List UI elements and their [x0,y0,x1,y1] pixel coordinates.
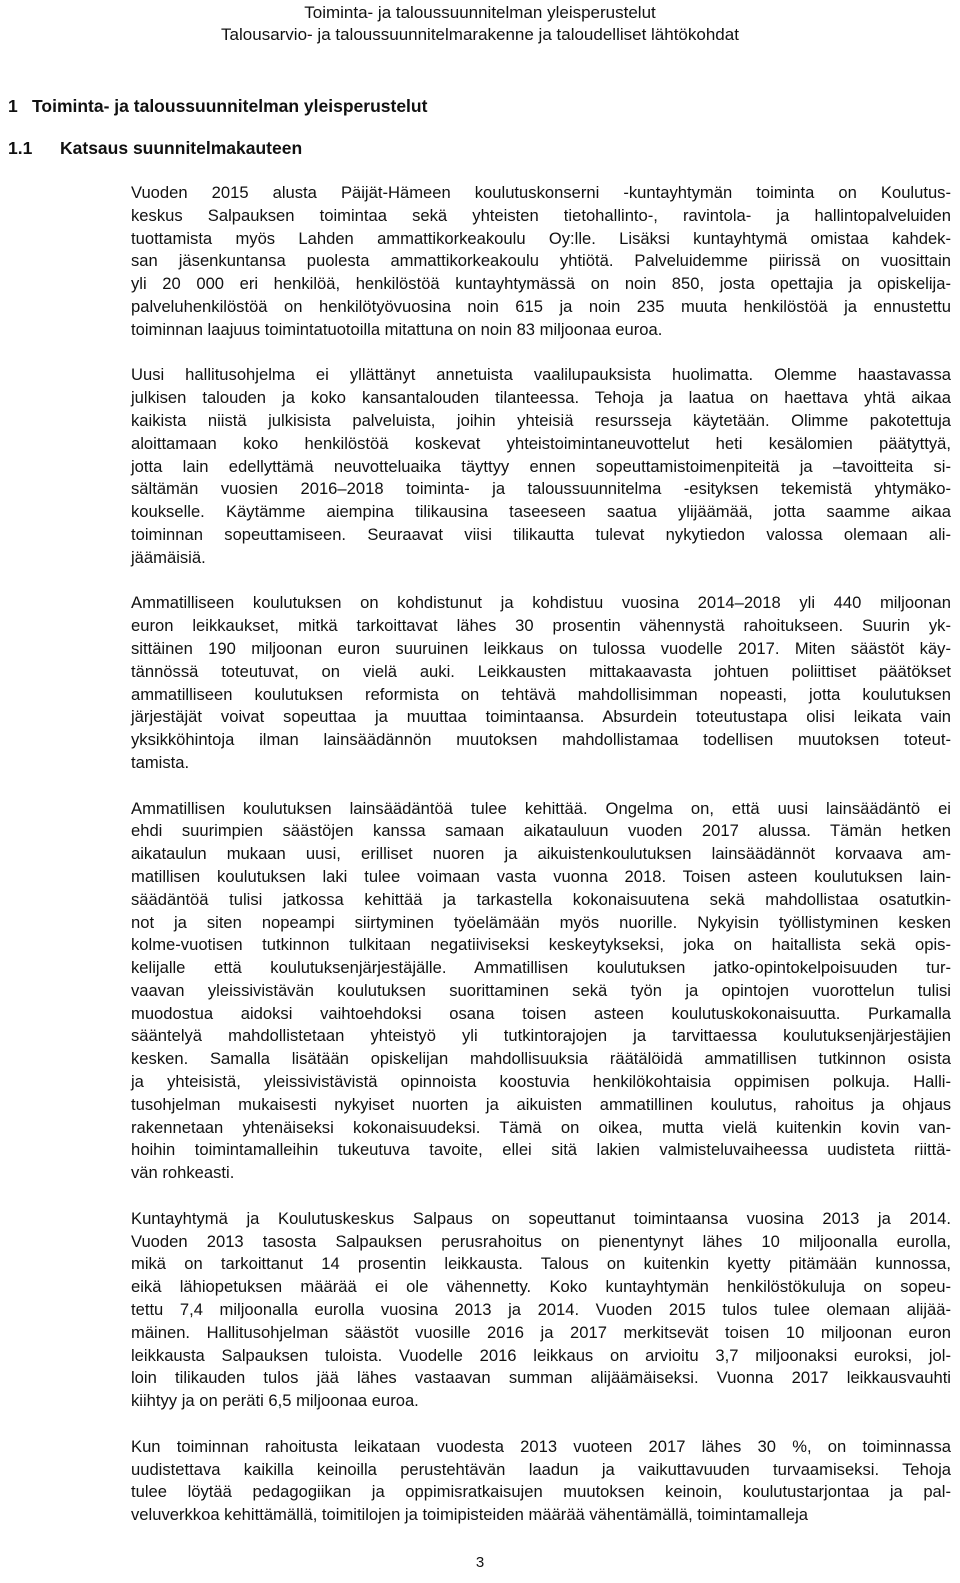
paragraph-line: vaavan yleissivistävän koulutuksen suorittaminen sekä työn ja opintojen vuorottelun tulisi [131,980,951,1000]
paragraph-line: kesken. Samalla lisätään opiskelijan mahdollisuuksia räätälöidä ammatillisen tutkinnon osista [131,1049,951,1069]
paragraph [131,182,951,342]
paragraph-line: loin tilikauden tulos jää lähes vastaavan summan alijäämäiseksi. Vuonna 2017 leikkausvauhti [131,1368,951,1388]
paragraph-line: mäinen. Hallitusohjelman säästöt vuosille 2016 ja 2017 merkitsevät toisen 10 miljoonan euron [131,1322,951,1342]
subsection-heading [8,137,302,159]
paragraph-line: julkisen talouden ja koko kansantalouden tilanteessa. Tehoja ja laatua on haettava yhtä aikaa [131,388,951,408]
paragraph-line: tulee löytää pedagogiikan ja oppimisratkaisujen muutoksen keinoin, koulutustarjontaa ja pal- [131,1482,951,1502]
paragraph-line: yli 20 000 eri henkilöä, henkilöstöä kuntayhtymässä on noin 850, josta opettajia ja opiskelija- [131,274,951,294]
running-header [0,2,960,46]
paragraph-line: kiihtyy ja on peräti 6,5 miljoonaa euroa. [131,1391,419,1411]
paragraph [131,364,951,569]
paragraph-line: keskus Salpauksen toimintaa sekä yhteisten tietohallinto-, ravintola- ja hallintopalveluiden [131,205,951,225]
paragraph-line: sääntelyä mahdollistetaan yhteistyö yli tutkintorajojen ja tarvittaessa koulutuksenjärjestäjien [131,1026,951,1046]
paragraph [131,798,951,1186]
body-text [131,182,951,1550]
subsection-number: 1.1 [8,138,33,158]
paragraph-line: vän rohkeasti. [131,1163,235,1183]
paragraph-line: tettu 7,4 miljoonalla eurolla vuosina 2013 ja 2014. Vuoden 2015 tulos tulee olemaan alijää- [131,1300,951,1320]
section-heading [8,95,427,117]
paragraph-line: mikä on tarkoittanut 14 prosentin leikkausta. Talous on kuitenkin kyetty pitämään kunnossa, [131,1254,951,1274]
paragraph [131,1436,951,1527]
paragraph-line: jäämäisiä. [131,547,206,567]
paragraph-line: leikkausta Salpauksen tuloista. Vuodelle 2016 leikkaus on arvioitu 3,7 miljoonaksi euroksi, jol- [131,1345,951,1365]
paragraph-line: tännössä toteutuvat, on vielä auki. Leikkausten mittakaavasta johtuen poliittiset päätökset [131,661,951,681]
paragraph-line: rakennetaan yhtenäiseksi kokonaisuudeksi. Tämä on oikea, mutta vielä kuitenkin kovin van- [131,1117,951,1137]
paragraph-line: palveluhenkilöstöä on henkilötyövuosina noin 615 ja noin 235 muuta henkilöstöä ja ennustettu [131,296,951,316]
paragraph-line: Ammatilliseen koulutuksen on kohdistunut ja kohdistuu vuosina 2014–2018 yli 440 miljoonan [131,593,951,613]
paragraph-line: koukselle. Käytämme aiempina tilikausina taseeseen saatua ylijäämää, jotta saamme aikaa [131,502,951,522]
paragraph-line: Kuntayhtymä ja Koulutuskeskus Salpaus on sopeuttanut toimintaansa vuosina 2013 ja 2014. [131,1208,951,1228]
paragraph-line: sittäinen 190 miljoonan euron suuruinen leikkaus on tulossa vuodelle 2017. Miten säästöt käy- [131,638,951,658]
paragraph-line: tusohjelman mukaisesti nykyiset nuorten ja aikuisten ammatillinen koulutus, rahoitus ja ohjaus [131,1094,951,1114]
paragraph [131,592,951,774]
section-title: Toiminta- ja taloussuunnitelman yleisperustelut [32,96,428,116]
running-header-line-2: Talousarvio- ja taloussuunnitelmarakenne ja taloudelliset lähtökohdat [221,25,739,44]
paragraph-line: Kun toiminnan rahoitusta leikataan vuodesta 2013 vuoteen 2017 lähes 30 %, on toiminnassa [131,1436,951,1456]
paragraph-line: hoihin toimintamalleihin tukeutuva tavoite, ellei sitä lakien valmisteluvaiheessa uudisteta riittä- [131,1140,951,1160]
page-number: 3 [475,1554,485,1571]
paragraph-line: not ja siten nopeampi siirtyminen työelämään myös nuorille. Nykyisin työllistyminen kesken [131,912,951,932]
paragraph-line: kelijalle että koulutuksenjärjestäjälle. Ammatillisen koulutuksen jatko-opintokelpoisuuden tur- [131,958,951,978]
paragraph-line: tuottamista myös Lahden ammattikorkeakoulu Oy:lle. Lisäksi kuntayhtymä omistaa kahdek- [131,228,951,248]
paragraph-line: Ammatillisen koulutuksen lainsäädäntöä tulee kehittää. Ongelma on, että uusi lainsäädäntö ei [131,798,951,818]
paragraph-line: euron leikkaukset, mitkä tarkoittavat lähes 30 prosentin vähennystä rahoitukseen. Suurin yk- [131,616,951,636]
paragraph-line: järjestäjät voivat sopeuttaa ja muuttaa toimintaansa. Absurdein toteutustapa olisi leikata vain [131,707,951,727]
paragraph-line: sältämän vuosien 2016–2018 toiminta- ja taloussuunnitelma -esityksen tekemistä yhtymäko- [131,479,951,499]
paragraph-line: ammatilliseen koulutuksen reformista on tehtävä mahdollisimman nopeasti, jotta koulutuksen [131,684,951,704]
paragraph-line: kolme-vuotisen tutkinnon tulkitaan negatiiviseksi keskeytykseksi, joka on haitallista sekä opis- [131,935,951,955]
paragraph-line: toiminnan sopeuttamiseen. Seuraavat viisi tilikautta tulevat nykytiedon valossa olemaan ali- [131,524,951,544]
paragraph-line: yksikköhintoja ilman lainsäädännön muutoksen mahdollistamaa todellisen muutoksen toteut- [131,730,951,750]
paragraph-line: uudistettava kaikilla keinoilla perustehtävän laadun ja vaikuttavuuden turvaamiseksi. Tehoja [131,1459,951,1479]
paragraph-line: san jäsenkuntansa puolesta ammattikorkeakoulu yhtiötä. Palveluidemme piirissä on vuosittain [131,251,951,271]
paragraph-line: matillisen koulutuksen laki tulee voimaan vasta vuonna 2018. Toisen asteen koulutuksen lain- [131,866,951,886]
paragraph-line: kaikista niistä julkisista palveluista, joihin yhteisiä resursseja käytetään. Olimme pakotettuja [131,410,951,430]
paragraph-line: aikataulun mukaan uusi, erilliset nuoren ja aikuistenkoulutuksen lainsäädännöt korvaava am- [131,844,951,864]
paragraph-line: veluverkkoa kehittämällä, toimitilojen ja toimipisteiden määrää vähentämällä, toimintamalleja [131,1505,808,1525]
paragraph-line: ehdi suurimpien säästöjen kanssa samaan aikatauluun vuoden 2017 alussa. Tämän hetken [131,821,951,841]
paragraph-line: Vuoden 2013 tasosta Salpauksen perusrahoitus on pienentynyt lähes 10 miljoonalla eurolla, [131,1231,951,1251]
paragraph-line: toiminnan laajuus toimintatuotoilla mitattuna on noin 83 miljoonaa euroa. [131,319,663,339]
paragraph-line: tamista. [131,752,190,772]
paragraph-line: muodostua aidoksi vaihtoehdoksi osana toisen asteen koulutuskokonaisuutta. Purkamalla [131,1003,951,1023]
paragraph-line: Uusi hallitusohjelma ei yllättänyt annetuista vaalilupauksista huolimatta. Olemme haastavassa [131,365,951,385]
paragraph-line: säädäntöä tulisi jatkossa kehittää ja tarkastella kokonaisuutena sekä mahdollistaa osatutkin- [131,889,951,909]
paragraph-line: ja yhteisistä, yleissivistävistä opinnoista koostuvia henkilökohtaisia oppimisen polkuja. Halli- [131,1072,951,1092]
paragraph [131,1208,951,1413]
paragraph-line: Vuoden 2015 alusta Päijät-Hämeen koulutuskonserni -kuntayhtymän toiminta on Koulutus- [131,183,951,202]
paragraph-line: eikä lähiopetuksen määrää ei ole vähennetty. Koko kuntayhtymän henkilöstökuluja on sopeu- [131,1277,951,1297]
paragraph-line: aloittamaan koko henkilöstöä koskevat yhteistoimintaneuvottelut heti kesälomien päätyttyä, [131,433,951,453]
subsection-title: Katsaus suunnitelmakauteen [60,138,303,158]
running-header-line-1: Toiminta- ja taloussuunnitelman yleisperustelut [304,3,656,22]
section-number: 1 [8,96,18,116]
paragraph-line: jotta lain edellyttämä neuvotteluaika täyttyy ennen sopeuttamistoimenpiteitä ja –tavoitteita si- [131,456,951,476]
